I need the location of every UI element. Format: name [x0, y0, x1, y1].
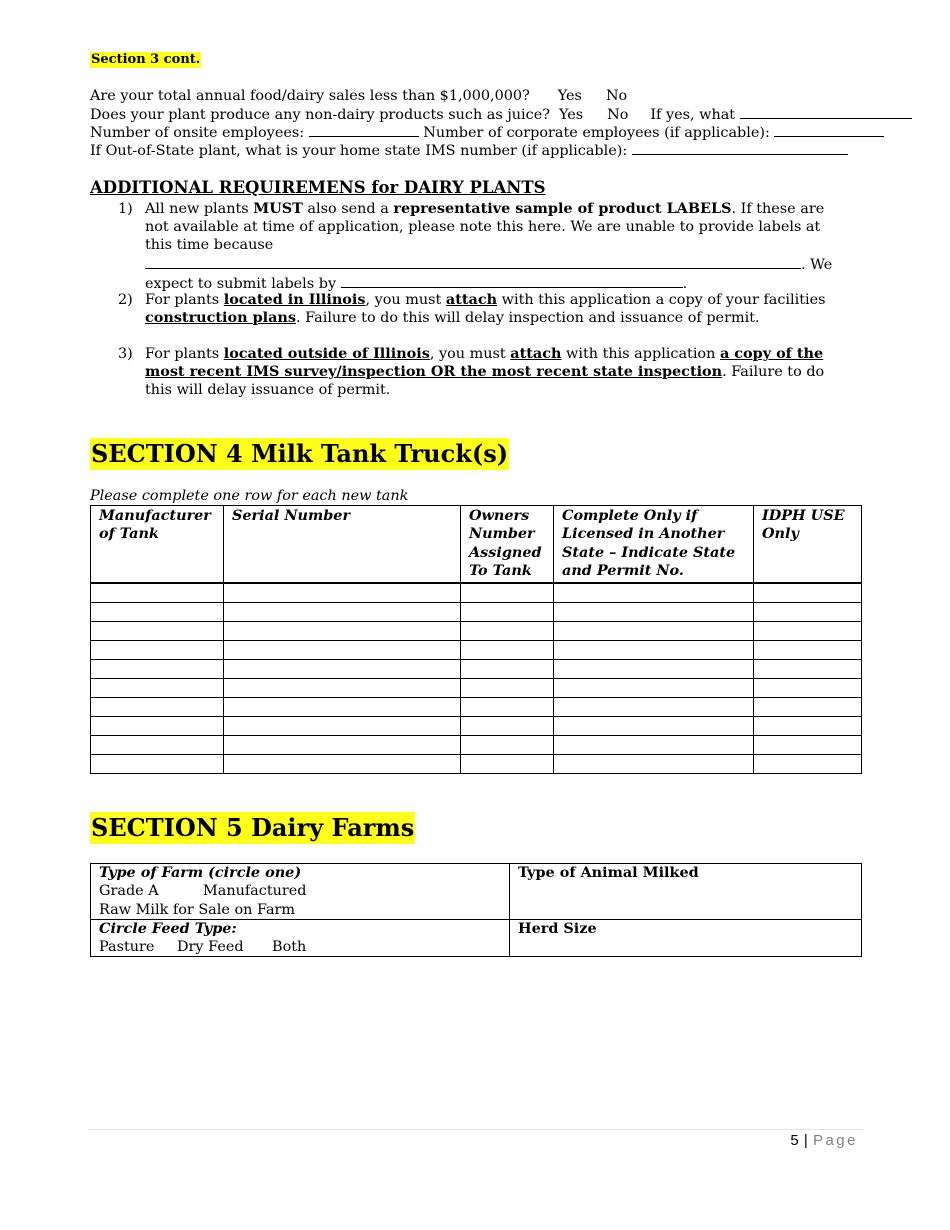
section4-title: SECTION 4 Milk Tank Truck(s): [91, 439, 509, 468]
table-cell[interactable]: [554, 603, 754, 622]
requirement-emphasis: attach: [510, 345, 562, 362]
requirement-text: , you must: [365, 292, 446, 308]
table-row: [91, 864, 862, 920]
labels-date-field[interactable]: [341, 274, 683, 288]
table-cell[interactable]: [91, 583, 224, 603]
table-cell[interactable]: [461, 736, 554, 755]
feed-type-cell: [91, 919, 510, 957]
table-row: [91, 641, 862, 660]
table-row: [91, 603, 862, 622]
table-cell[interactable]: [224, 583, 461, 603]
table-cell[interactable]: [554, 698, 754, 717]
owners-number-header: Owners Number Assigned To Tank: [461, 506, 554, 584]
table-cell[interactable]: [461, 603, 554, 622]
requirement-emphasis: located in Illinois: [223, 291, 366, 308]
table-row: [91, 736, 862, 755]
footer-separator: |: [803, 1132, 809, 1149]
table-cell[interactable]: [554, 641, 754, 660]
section3-title: Section 3 cont.: [91, 52, 201, 67]
animal-type-cell[interactable]: [510, 864, 862, 920]
requirement-text: . If these are not available at time of application, please note this here. We are unable to provide labels at this time because: [145, 201, 825, 254]
requirement-emphasis: located outside of Illinois: [223, 345, 430, 362]
table-cell[interactable]: [461, 717, 554, 736]
requirement-emphasis: construction plans: [145, 309, 296, 327]
table-row: [91, 919, 862, 957]
requirement-emphasis: a copy of the most recent IMS survey/inspection OR the most recent state inspection: [145, 345, 824, 381]
table-cell[interactable]: [91, 717, 224, 736]
requirement-emphasis: MUST: [253, 200, 303, 217]
requirement-text: expect to submit labels by: [145, 275, 337, 292]
corporate-employees-field[interactable]: [774, 123, 884, 137]
table-row: [91, 698, 862, 717]
table-cell[interactable]: [554, 736, 754, 755]
ims-question: If Out-of-State plant, what is your home state IMS number (if applicable):: [90, 143, 628, 159]
farm-type-options: [99, 882, 501, 919]
requirement-text: . We: [801, 256, 833, 273]
table-cell: [754, 603, 862, 622]
requirement-number: 3): [118, 346, 133, 362]
table-cell[interactable]: [224, 641, 461, 660]
table-cell: [754, 583, 862, 603]
farm-type-cell: [91, 864, 510, 920]
labels-reason-field[interactable]: [145, 255, 801, 269]
table-cell[interactable]: [224, 698, 461, 717]
table-cell[interactable]: [91, 736, 224, 755]
requirement-item: [118, 345, 848, 400]
table-cell[interactable]: [554, 679, 754, 698]
tank-table-header: [91, 506, 862, 584]
table-cell[interactable]: [224, 660, 461, 679]
table-cell: [754, 679, 862, 698]
table-cell[interactable]: [91, 755, 224, 774]
requirement-item: [118, 200, 848, 293]
table-cell[interactable]: [461, 698, 554, 717]
table-cell[interactable]: [224, 622, 461, 641]
sales-yes-option[interactable]: Yes: [557, 88, 582, 104]
onsite-employees-label: Number of onsite employees:: [90, 125, 305, 141]
farm-type-grade-a[interactable]: Grade A: [99, 883, 159, 900]
table-cell[interactable]: [461, 641, 554, 660]
table-cell: [754, 622, 862, 641]
table-row: [91, 622, 862, 641]
requirement-text: All new plants: [145, 201, 254, 217]
feed-type-label: Circle Feed Type:: [99, 919, 237, 937]
requirement-text: , you must: [429, 346, 511, 362]
farm-type-label: Type of Farm (circle one): [99, 864, 302, 881]
table-cell[interactable]: [224, 679, 461, 698]
requirement-number: 1): [118, 201, 133, 217]
table-cell[interactable]: [554, 583, 754, 603]
nondairy-product-field[interactable]: [740, 105, 912, 119]
ims-row: [90, 141, 848, 160]
requirement-text: . Failure to do this will delay issuance of permit.: [145, 364, 825, 399]
table-cell[interactable]: [554, 622, 754, 641]
requirement-item: [118, 291, 848, 327]
requirement-text: with this application a copy of your facilities: [497, 292, 826, 308]
table-cell[interactable]: [91, 622, 224, 641]
requirement-text: .: [682, 275, 688, 292]
table-cell[interactable]: [91, 641, 224, 660]
table-cell: [754, 698, 862, 717]
farm-table: [90, 863, 862, 957]
requirement-text: also send a: [302, 201, 394, 217]
tank-table-body: [91, 583, 862, 774]
tank-table: [90, 505, 862, 774]
footer-divider: [88, 1129, 863, 1130]
table-cell: [754, 736, 862, 755]
table-cell[interactable]: [461, 755, 554, 774]
table-row: [91, 755, 862, 774]
requirement-number: 2): [118, 292, 133, 308]
table-cell[interactable]: [554, 717, 754, 736]
farm-type-manufactured[interactable]: Manufactured: [203, 883, 307, 900]
table-cell: [754, 660, 862, 679]
table-cell[interactable]: [461, 660, 554, 679]
sales-question-row: [90, 87, 627, 105]
requirement-text: For plants: [145, 346, 224, 362]
sales-no-option[interactable]: No: [605, 88, 628, 104]
requirement-text: For plants: [145, 292, 224, 308]
table-cell: [754, 641, 862, 660]
page-footer: [790, 1132, 858, 1149]
feed-type-both[interactable]: Both: [272, 939, 307, 956]
table-row: [91, 679, 862, 698]
table-cell: [754, 755, 862, 774]
feed-type-pasture[interactable]: Pasture: [99, 939, 155, 956]
feed-type-options: [99, 938, 501, 956]
requirement-emphasis: representative sample of product LABELS: [393, 200, 732, 217]
employees-row: [90, 123, 884, 142]
nondairy-yes-option[interactable]: Yes: [558, 107, 584, 123]
table-row: [91, 583, 862, 603]
table-row: [91, 717, 862, 736]
table-cell[interactable]: [224, 717, 461, 736]
nondairy-no-option[interactable]: No: [607, 107, 629, 123]
additional-requirements-title: ADDITIONAL REQUIREMENS for DAIRY PLANTS: [90, 178, 546, 197]
feed-type-dry-feed[interactable]: Dry Feed: [177, 939, 244, 956]
farm-type-raw-milk[interactable]: Raw Milk for Sale on Farm: [99, 901, 296, 918]
table-cell[interactable]: [91, 679, 224, 698]
tank-table-note: Please complete one row for each new tank: [90, 488, 409, 504]
herd-size-label: Herd Size: [518, 919, 597, 937]
page-word: Page: [812, 1132, 858, 1149]
manufacturer-header: Manufacturer of Tank: [91, 506, 224, 584]
nondairy-question: Does your plant produce any non-dairy products such as juice?: [90, 107, 550, 123]
requirement-emphasis: attach: [445, 291, 498, 308]
table-cell[interactable]: [224, 755, 461, 774]
table-cell: [754, 717, 862, 736]
table-cell[interactable]: [224, 603, 461, 622]
page-number: 5: [790, 1132, 800, 1149]
table-cell[interactable]: [91, 603, 224, 622]
table-cell[interactable]: [461, 622, 554, 641]
section5-title: SECTION 5 Dairy Farms: [91, 813, 415, 842]
table-cell[interactable]: [461, 679, 554, 698]
table-cell[interactable]: [91, 698, 224, 717]
onsite-employees-field[interactable]: [309, 123, 419, 137]
table-row: [91, 660, 862, 679]
license-state-header: Complete Only if Licensed in Another State – Indicate State and Permit No.: [554, 506, 754, 584]
sales-question: Are your total annual food/dairy sales less than $1,000,000?: [90, 88, 530, 104]
herd-size-cell[interactable]: [510, 919, 862, 957]
table-cell[interactable]: [224, 736, 461, 755]
table-cell[interactable]: [554, 660, 754, 679]
table-cell[interactable]: [461, 583, 554, 603]
table-cell[interactable]: [554, 755, 754, 774]
ims-number-field[interactable]: [632, 141, 848, 155]
corporate-employees-label: Number of corporate employees (if applicable):: [423, 125, 770, 141]
table-cell[interactable]: [91, 660, 224, 679]
if-yes-label: If yes, what: [650, 107, 736, 123]
requirement-text: with this application: [561, 346, 720, 362]
idph-use-header: IDPH USE Only: [754, 506, 862, 584]
serial-number-header: Serial Number: [224, 506, 461, 584]
nondairy-question-row: [90, 105, 912, 124]
animal-type-label: Type of Animal Milked: [518, 864, 699, 881]
requirement-text: . Failure to do this will delay inspection and issuance of permit.: [295, 310, 760, 327]
